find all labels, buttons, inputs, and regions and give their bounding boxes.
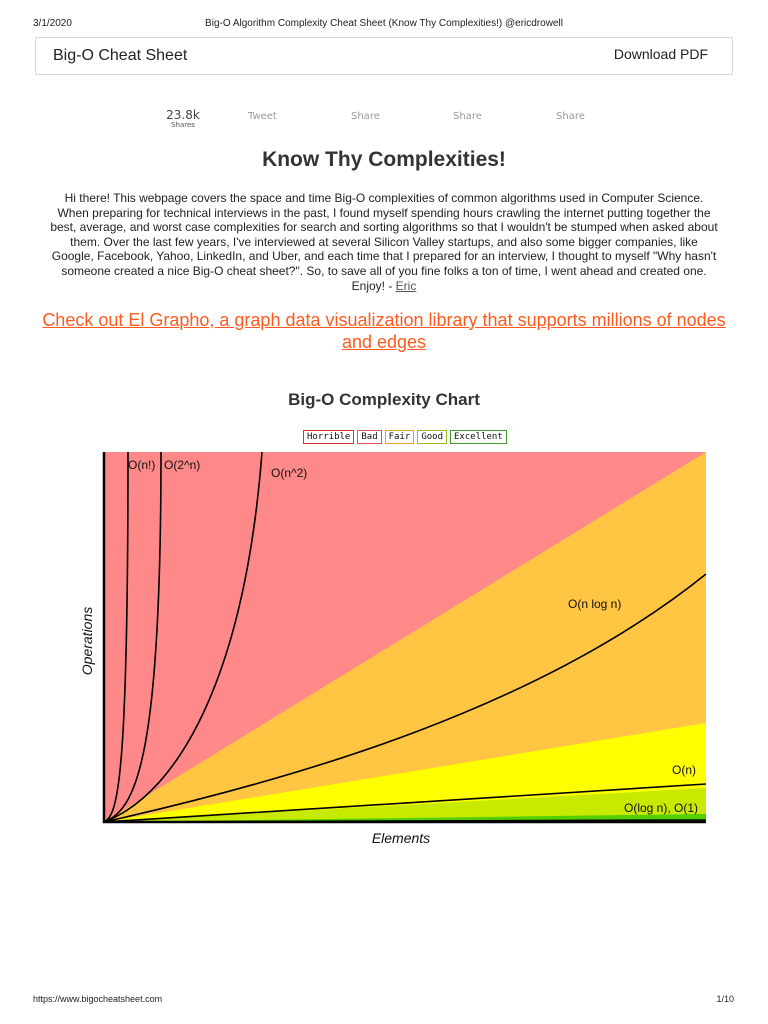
legend-excellent: Excellent xyxy=(450,430,507,444)
print-url: https://www.bigocheatsheet.com xyxy=(33,994,163,1004)
print-footer xyxy=(0,994,768,1008)
share-button-1[interactable]: Share xyxy=(351,111,380,122)
legend-good: Good xyxy=(417,430,447,444)
label-o-log-n-o-1: O(log n), O(1) xyxy=(624,801,699,815)
print-header xyxy=(0,18,768,32)
print-date: 3/1/2020 xyxy=(33,18,72,29)
chart-title: Big-O Complexity Chart xyxy=(288,390,480,409)
share-button-3[interactable]: Share xyxy=(556,111,585,122)
el-grapho-promo-link[interactable]: Check out El Grapho, a graph data visualization library that supports millions of nodes and edges xyxy=(42,310,726,352)
intro-text: Hi there! This webpage covers the space and time Big-O complexities of common algorithms used in Computer Science. When preparing for technical interviews in the past, I found myself spending hours crawling the internet putting together the best, average, and worst case complexities for search and sorting algorithms so that I wouldn't be stumped when asked about them. Over the last few years, I've interviewed at several Silicon Valley startups, and also some bigger companies, like Google, Facebook, Yahoo, LinkedIn, and Uber, and each time that I prepared for an interview, I thought to myself "Why hasn't someone created a nice Big-O cheat sheet?". So, to save all of you fine folks a ton of time, I went ahead and created one. Enjoy! - xyxy=(50,191,718,293)
share-button-2[interactable]: Share xyxy=(453,111,482,122)
share-count-number: 23.8k xyxy=(166,108,200,122)
print-page-number: 1/10 xyxy=(716,994,734,1004)
print-doc-title: Big-O Algorithm Complexity Cheat Sheet (Know Thy Complexities!) @ericdrowell xyxy=(205,18,563,29)
label-o-n: O(n) xyxy=(672,763,696,777)
tweet-button[interactable]: Tweet xyxy=(248,111,277,122)
label-o-n-squared: O(n^2) xyxy=(271,466,308,480)
legend-fair: Fair xyxy=(385,430,415,444)
complexity-chart xyxy=(70,448,720,854)
share-count-label: Shares xyxy=(171,121,195,129)
brand-link[interactable]: Big-O Cheat Sheet xyxy=(53,47,188,64)
intro-paragraph xyxy=(48,191,720,293)
label-o-2-n: O(2^n) xyxy=(164,458,201,472)
author-link[interactable]: Eric xyxy=(395,278,417,293)
legend-horrible: Horrible xyxy=(303,430,354,444)
download-pdf-link[interactable]: Download PDF xyxy=(613,46,708,62)
label-o-n-log-n: O(n log n) xyxy=(568,597,622,611)
chart-legend xyxy=(303,430,507,444)
share-count xyxy=(158,108,208,129)
top-navbar xyxy=(35,37,733,75)
y-axis-label: Operations xyxy=(79,606,95,676)
label-o-n-factorial: O(n!) xyxy=(128,458,156,472)
page-heading: Know Thy Complexities! xyxy=(262,148,506,171)
x-axis-label: Elements xyxy=(371,830,431,846)
legend-bad: Bad xyxy=(357,430,381,444)
share-bar xyxy=(0,108,768,134)
